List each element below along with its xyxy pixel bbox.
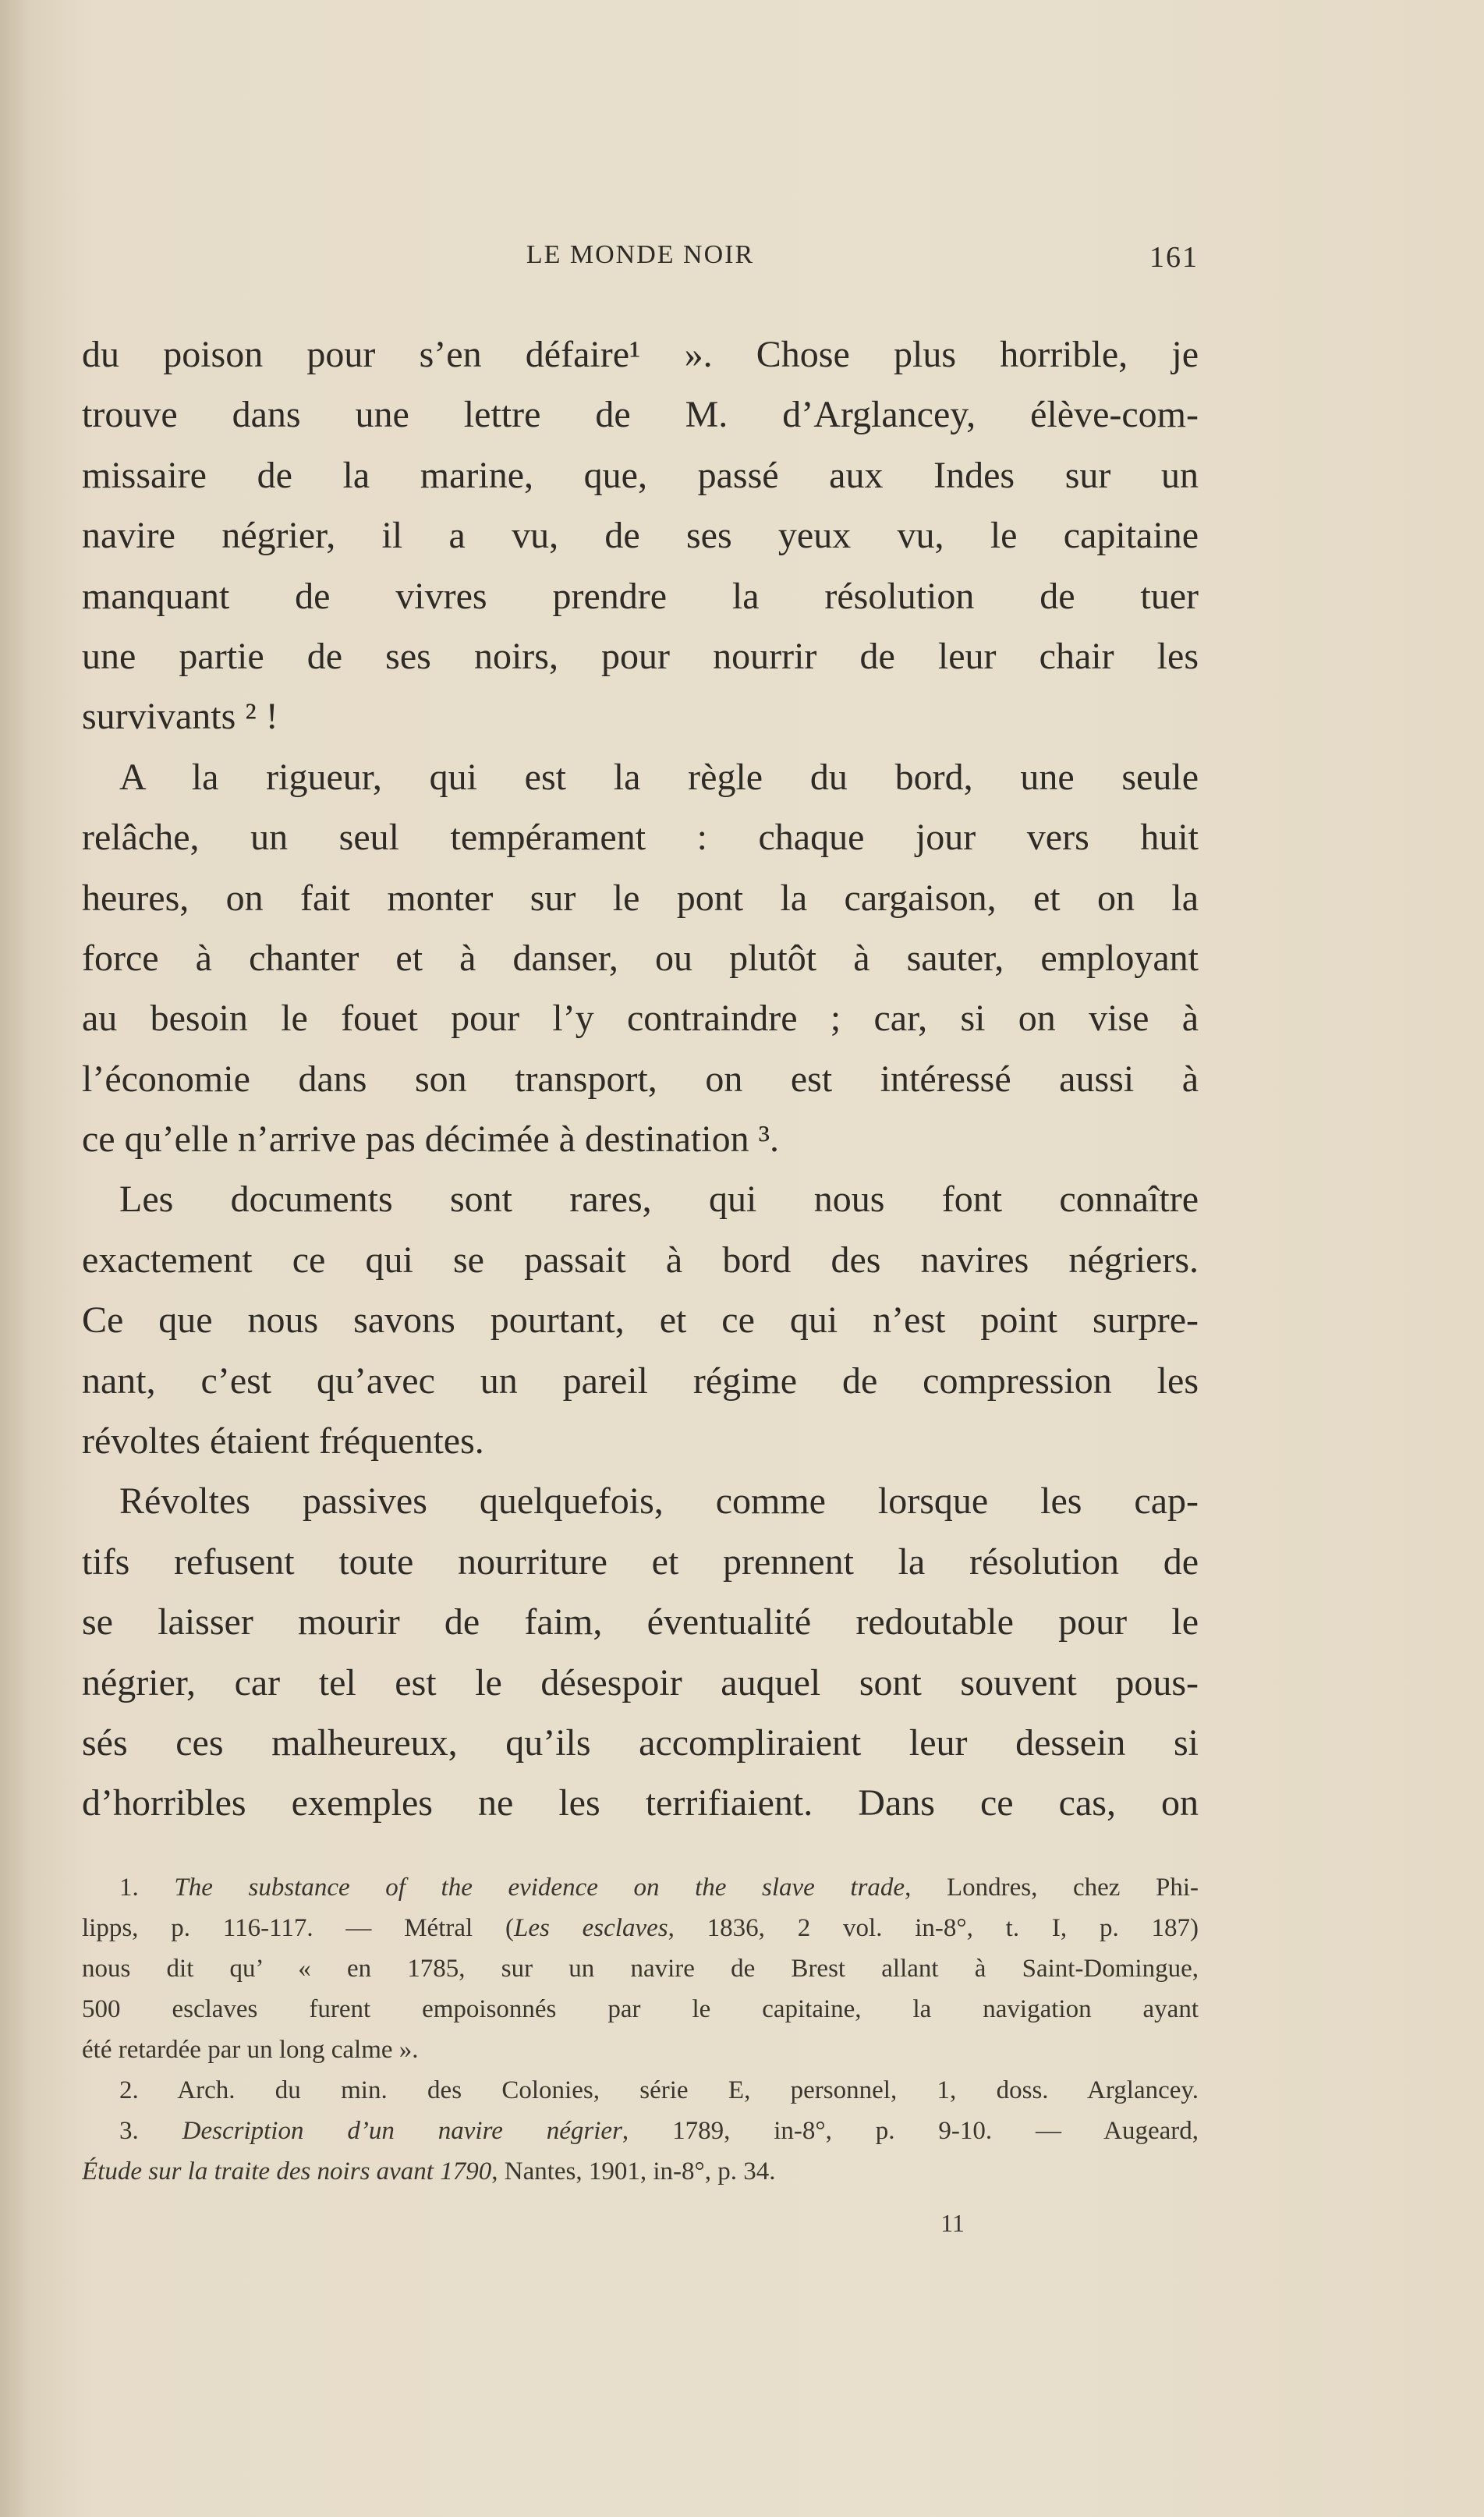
text-line: Ce que nous savons pourtant, et ce qui n’est point surpre- [82, 1299, 1199, 1342]
text-line: du poison pour s’en défaire¹ ». Chose plus horrible, je [82, 334, 1199, 375]
footnote-text: lipps, p. 116-117. — Métral ( [82, 1914, 514, 1942]
text-line: Révoltes passives quelquefois, comme lorsque les cap- [119, 1480, 1199, 1523]
footnote-text: , 1836, 2 vol. in-8°, t. I, p. 187) [668, 1914, 1199, 1942]
text-line: A la rigueur, qui est la règle du bord, une seule [119, 756, 1199, 798]
text-line: relâche, un seul tempérament : chaque jour vers huit [82, 817, 1199, 859]
text-line: navire négrier, il a vu, de ses yeux vu, le capitaine [82, 515, 1199, 557]
signature-mark: 11 [940, 2209, 965, 2237]
footnote-line [82, 1908, 1199, 1948]
footnote-line [82, 1867, 1199, 1908]
text-line: Les documents sont rares, qui nous font connaître [119, 1179, 1199, 1221]
body-text [82, 324, 1199, 1834]
text-line: ce qu’elle n’arrive pas décimée à destination ³. [82, 1118, 779, 1161]
footnote-line [82, 2111, 1199, 2151]
footnote-text: été retardée par un long calme ». [82, 2036, 419, 2064]
italic-title: The substance of the evidence on the slave trade [174, 1874, 905, 1902]
footnote-line [82, 1989, 1199, 2030]
text-line: missaire de la marine, que, passé aux Indes sur un [82, 454, 1199, 496]
italic-title: Étude sur la traite des noirs avant 1790 [82, 2157, 492, 2186]
text-line: l’économie dans son transport, on est intéressé aussi à [82, 1058, 1199, 1100]
page-number: 161 [1149, 241, 1199, 274]
text-line: heures, on fait monter sur le pont la cargaison, et on la [82, 877, 1199, 919]
footnote-text: 3. [119, 2117, 182, 2145]
footnote-text: , Nantes, 1901, in-8°, p. 34. [491, 2157, 776, 2186]
footnote-line [82, 1948, 1199, 1989]
footnote-text: , Londres, chez Phi- [905, 1874, 1199, 1902]
footnote-line [82, 2151, 1199, 2192]
footnote-text: 2. Arch. du min. des Colonies, série E, personnel, 1, doss. Arglancey. [119, 2076, 1199, 2104]
text-line: sés ces malheureux, qu’ils accompliraient leur dessein si [82, 1721, 1199, 1764]
text-line: négrier, car tel est le désespoir auquel sont souvent pous- [82, 1661, 1199, 1703]
text-line: d’horribles exemples ne les terrifiaient. Dans ce cas, on [82, 1782, 1199, 1824]
italic-title: Description d’un navire négrier [182, 2117, 622, 2145]
footnote-text: 500 esclaves furent empoisonnés par le capitaine, la navigation ayant [82, 1995, 1199, 2023]
text-line: force à chanter et à danser, ou plutôt à sauter, employant [82, 937, 1199, 979]
footnote-line [82, 2030, 1199, 2070]
text-line: manquant de vivres prendre la résolution de tuer [82, 575, 1199, 617]
footnote-text: nous dit qu’ « en 1785, sur un navire de Brest allant à Saint-Domingue, [82, 1955, 1199, 1983]
text-line: révoltes étaient fréquentes. [82, 1420, 484, 1462]
footnote-line [82, 2070, 1199, 2111]
footnotes [82, 1867, 1199, 2192]
text-line: au besoin le fouet pour l’y contraindre ; car, si on vise à [82, 998, 1199, 1040]
text-line: survivants ² ! [82, 696, 278, 738]
italic-title: Les esclaves [513, 1914, 668, 1942]
text-line: nant, c’est qu’avec un pareil régime de compression les [82, 1360, 1199, 1402]
text-line: trouve dans une lettre de M. d’Arglancey, élève-com- [82, 394, 1199, 436]
text-line: tifs refusent toute nourriture et prennent la résolution de [82, 1540, 1199, 1583]
footnote-text: , 1789, in-8°, p. 9-10. — Augeard, [622, 2117, 1199, 2145]
running-title: LE MONDE NOIR [526, 240, 755, 269]
running-header [82, 240, 1199, 287]
text-line: une partie de ses noirs, pour nourrir de leur chair les [82, 635, 1199, 677]
text-line: se laisser mourir de faim, éventualité redoutable pour le [82, 1601, 1199, 1643]
text-line: exactement ce qui se passait à bord des navires négriers. [82, 1239, 1199, 1281]
footnote-text: 1. [119, 1874, 175, 1902]
